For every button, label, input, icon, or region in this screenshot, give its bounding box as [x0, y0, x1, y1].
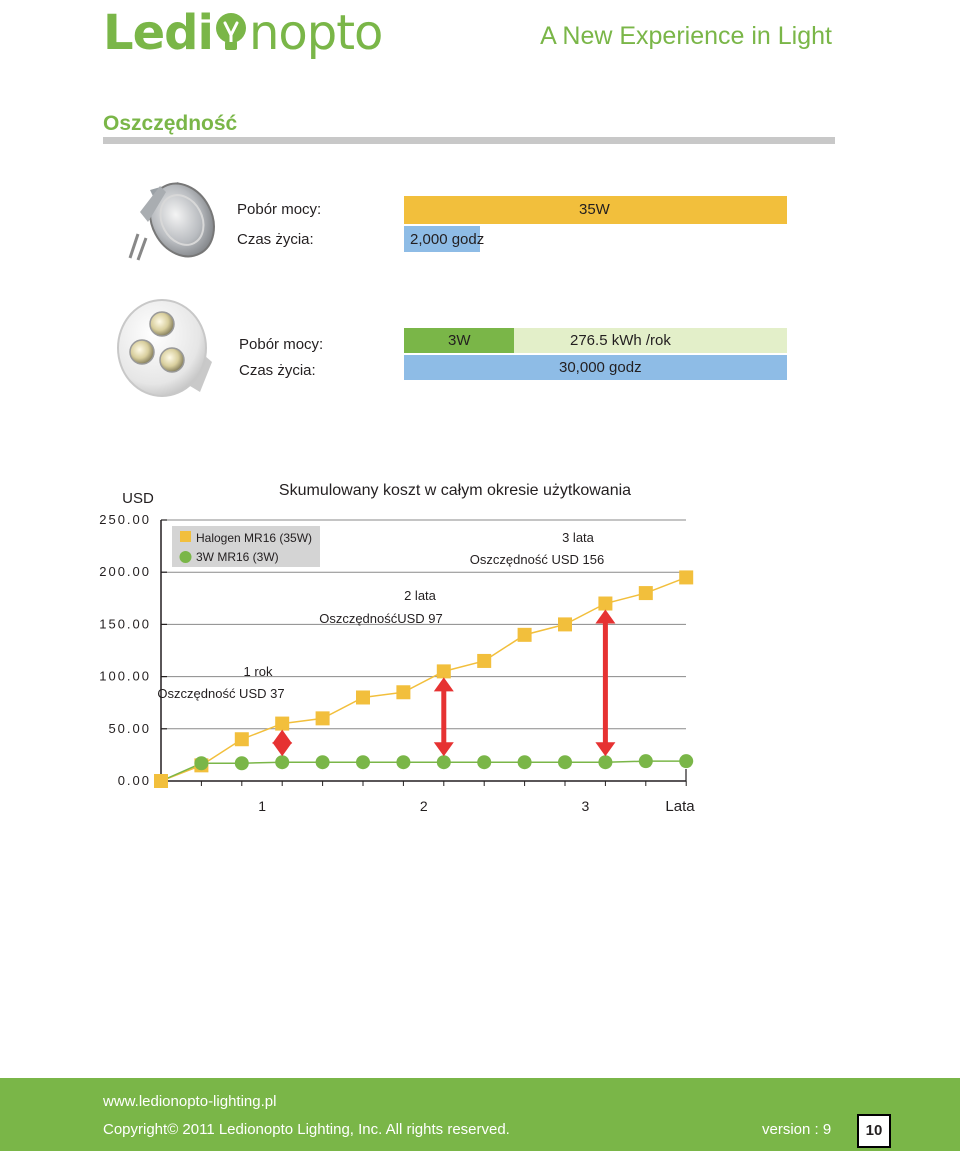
led-bulb-image — [112, 296, 216, 406]
savings-arrow-head-down — [434, 742, 454, 756]
led-data-point — [679, 754, 693, 768]
y-tick-label: 100.00 — [99, 668, 151, 684]
halogen-power-bar — [404, 196, 787, 224]
savings-arrow-head-up — [272, 730, 292, 744]
halogen-data-point — [477, 654, 491, 668]
led-data-point — [356, 755, 370, 769]
series-markers — [154, 570, 693, 788]
y-tick-label: 250.00 — [99, 512, 151, 527]
halogen-data-point — [639, 586, 653, 600]
halogen-bulb-image — [120, 172, 222, 264]
halogen-data-point — [275, 717, 289, 731]
led-life-label: Czas życia: — [239, 362, 316, 379]
led-data-point — [437, 755, 451, 769]
y-tick-labels — [99, 512, 151, 788]
halogen-power-value: 35W — [579, 201, 610, 218]
halogen-data-point — [356, 690, 370, 704]
y-tick-label: 150.00 — [99, 616, 151, 632]
savings-arrow-head-down — [272, 742, 292, 756]
led-data-point — [235, 756, 249, 770]
y-tick-label: 200.00 — [99, 564, 151, 580]
halogen-data-point — [598, 597, 612, 611]
halogen-data-point — [518, 628, 532, 642]
chart-legend — [172, 526, 320, 567]
halogen-data-point — [679, 570, 693, 584]
led-power-label: Pobór mocy: — [239, 336, 324, 353]
footer-url[interactable]: www.ledionopto-lighting.pl — [103, 1093, 277, 1110]
page-number: 10 — [857, 1114, 891, 1148]
footer-copyright: Copyright© 2011 Ledionopto Lighting, Inc. All rights reserved. — [103, 1121, 510, 1138]
led-life-value: 30,000 godz — [559, 359, 642, 376]
legend-halogen-marker — [180, 531, 191, 542]
x-axis-label: Lata — [665, 798, 695, 815]
annotation-text: OszczędnośćUSD 97 — [319, 611, 443, 626]
halogen-life-label: Czas życia: — [237, 231, 314, 248]
legend-halogen-label: Halogen MR16 (35W) — [196, 531, 313, 545]
x-tick-label: 2 — [419, 798, 428, 814]
halogen-power-label: Pobór mocy: — [237, 201, 322, 218]
cumulative-cost-chart — [0, 470, 960, 830]
led-power-bar — [404, 328, 787, 353]
led-data-point — [316, 755, 330, 769]
ledionopto-logo — [103, 2, 383, 61]
logo-text-part2: nopto — [248, 5, 383, 61]
logo-text-part1: Ledi — [103, 5, 213, 61]
led-data-point — [194, 756, 208, 770]
savings-arrow-head-up — [595, 610, 615, 624]
x-tick-labels — [258, 798, 589, 814]
led-data-point — [396, 755, 410, 769]
led-power-value: 3W — [448, 332, 471, 349]
led-savings-value: 276.5 kWh /rok — [570, 332, 671, 349]
savings-arrows — [272, 610, 615, 757]
led-data-point — [518, 755, 532, 769]
halogen-data-point — [437, 664, 451, 678]
halogen-data-point — [558, 617, 572, 631]
section-title: Oszczędność — [103, 112, 238, 135]
footer — [0, 1078, 960, 1151]
led-data-point — [477, 755, 491, 769]
legend-led-marker — [180, 551, 192, 563]
halogen-data-point — [154, 774, 168, 788]
led-data-point — [558, 755, 572, 769]
halogen-life-bar — [404, 226, 485, 252]
savings-arrow-head-up — [434, 677, 454, 691]
annotation-title: 2 lata — [404, 588, 436, 603]
led-data-point — [598, 755, 612, 769]
y-tick-label: 50.00 — [108, 720, 151, 736]
halogen-data-point — [396, 685, 410, 699]
footer-version: version : 9 — [762, 1121, 832, 1138]
annotation-text: Oszczędność USD 37 — [157, 686, 285, 701]
section-divider — [103, 137, 835, 144]
halogen-data-point — [235, 732, 249, 746]
y-tick-label: 0.00 — [117, 773, 151, 788]
annotation-title: 1 rok — [243, 664, 273, 679]
led-life-bar — [404, 355, 787, 380]
halogen-data-point — [316, 711, 330, 725]
x-tick-label: 1 — [258, 798, 267, 814]
savings-arrow-head-down — [595, 742, 615, 756]
chart-title: Skumulowany koszt w całym okresie użytkowania — [278, 482, 632, 499]
led-data-point — [639, 754, 653, 768]
halogen-life-value: 2,000 godz — [410, 231, 485, 248]
led-data-point — [275, 755, 289, 769]
y-axis-label: USD — [122, 490, 154, 507]
annotation-title: 3 lata — [562, 530, 594, 545]
legend-led-label: 3W MR16 (3W) — [196, 550, 279, 564]
annotation-text: Oszczędność USD 156 — [469, 552, 605, 567]
x-tick-label: 3 — [581, 798, 590, 814]
tagline: A New Experience in Light — [540, 22, 832, 50]
bulb-logo-icon — [214, 11, 248, 55]
